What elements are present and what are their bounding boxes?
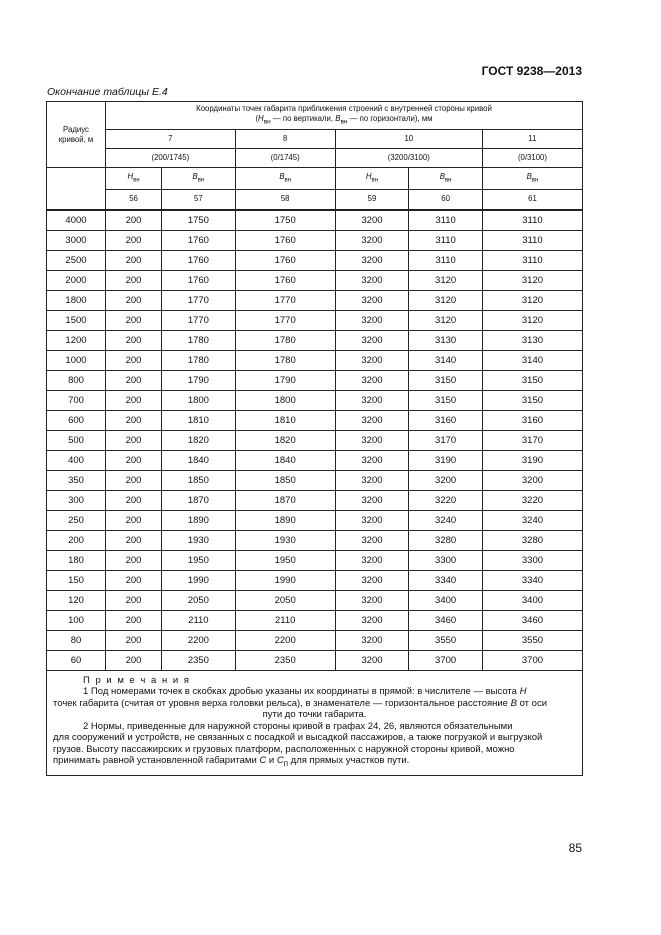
value-cell: 3130 <box>409 330 483 350</box>
value-cell: 1890 <box>235 510 335 530</box>
radius-cell: 4000 <box>47 210 106 231</box>
value-cell: 3340 <box>482 570 582 590</box>
value-cell: 1760 <box>235 250 335 270</box>
radius-cell: 100 <box>47 610 106 630</box>
value-cell: 3170 <box>482 430 582 450</box>
column-number: 57 <box>162 190 236 210</box>
value-cell: 3240 <box>482 510 582 530</box>
radius-cell: 350 <box>47 470 106 490</box>
value-cell: 3110 <box>482 210 582 231</box>
table-row <box>47 350 583 370</box>
note-2-line4: принимать равной установленной габаритами C и $C_п$ для прямых участков пути. <box>53 755 410 768</box>
value-cell: 1810 <box>235 410 335 430</box>
value-cell: 3150 <box>409 370 483 390</box>
radius-cell: 1000 <box>47 350 106 370</box>
value-cell: 3170 <box>409 430 483 450</box>
standard-header: ГОСТ 9238—2013 <box>481 64 582 78</box>
value-cell: 200 <box>106 250 162 270</box>
value-cell: 3200 <box>335 210 409 231</box>
value-cell: 3150 <box>482 390 582 410</box>
value-cell: 3200 <box>335 330 409 350</box>
value-cell: 200 <box>106 510 162 530</box>
table-row <box>47 270 583 290</box>
symbol-blank <box>47 168 106 190</box>
radius-cell: 150 <box>47 570 106 590</box>
value-cell: 3200 <box>335 350 409 370</box>
radius-header-line2: кривой, м <box>58 134 94 144</box>
point-coords-8: (0/1745) <box>235 149 335 168</box>
radius-cell: 700 <box>47 390 106 410</box>
value-cell: 3110 <box>482 250 582 270</box>
table-row <box>47 230 583 250</box>
value-cell: 3200 <box>335 630 409 650</box>
radius-header-line1: Радиус <box>63 124 89 134</box>
radius-header <box>47 102 106 168</box>
radius-cell: 180 <box>47 550 106 570</box>
value-cell: 1870 <box>162 490 236 510</box>
value-cell: 1850 <box>162 470 236 490</box>
value-cell: 3130 <box>482 330 582 350</box>
value-cell: 2350 <box>235 650 335 670</box>
table-row <box>47 490 583 510</box>
value-cell: 1780 <box>162 350 236 370</box>
value-cell: 3200 <box>335 550 409 570</box>
point-coords-7: (200/1745) <box>106 149 236 168</box>
value-cell: 200 <box>106 550 162 570</box>
table-row <box>47 570 583 590</box>
value-cell: 1760 <box>235 230 335 250</box>
column-number: 61 <box>482 190 582 210</box>
table-row <box>47 310 583 330</box>
column-number: 59 <box>335 190 409 210</box>
table-row <box>47 250 583 270</box>
value-cell: 3200 <box>335 510 409 530</box>
value-cell: 200 <box>106 430 162 450</box>
value-cell: 2200 <box>235 630 335 650</box>
colnum-blank <box>47 190 106 210</box>
value-cell: 3550 <box>482 630 582 650</box>
value-cell: 2050 <box>235 590 335 610</box>
radius-cell: 3000 <box>47 230 106 250</box>
value-cell: 3400 <box>482 590 582 610</box>
value-cell: 3460 <box>482 610 582 630</box>
value-cell: 3190 <box>482 450 582 470</box>
value-cell: 1760 <box>162 230 236 250</box>
value-cell: 1810 <box>162 410 236 430</box>
table-title-line1: Координаты точек габарита приближения строений с внутренней стороны кривой <box>196 103 492 113</box>
column-number: 56 <box>106 190 162 210</box>
symbol-col-61: $B_{вн}$ <box>482 168 582 190</box>
value-cell: 3190 <box>409 450 483 470</box>
value-cell: 2350 <box>162 650 236 670</box>
table-row <box>47 530 583 550</box>
table-row <box>47 550 583 570</box>
point-number-10: 10 <box>335 130 482 149</box>
value-cell: 1840 <box>162 450 236 470</box>
note-2-line3: грузов. Высоту пассажирских и грузовых платформ, расположенных с наружной стороны кривой, можно <box>53 743 515 755</box>
value-cell: 3200 <box>335 410 409 430</box>
table-row <box>47 650 583 670</box>
value-cell: 1770 <box>162 310 236 330</box>
point-number-7: 7 <box>106 130 236 149</box>
value-cell: 1950 <box>162 550 236 570</box>
radius-cell: 80 <box>47 630 106 650</box>
value-cell: 3200 <box>335 230 409 250</box>
value-cell: 3200 <box>335 250 409 270</box>
value-cell: 3120 <box>409 290 483 310</box>
value-cell: 1840 <box>235 450 335 470</box>
value-cell: 200 <box>106 570 162 590</box>
value-cell: 3160 <box>482 410 582 430</box>
value-cell: 2050 <box>162 590 236 610</box>
value-cell: 3120 <box>482 310 582 330</box>
value-cell: 1990 <box>162 570 236 590</box>
radius-cell: 1200 <box>47 330 106 350</box>
value-cell: 3200 <box>335 570 409 590</box>
value-cell: 3280 <box>409 530 483 550</box>
radius-cell: 2500 <box>47 250 106 270</box>
radius-cell: 300 <box>47 490 106 510</box>
value-cell: 200 <box>106 530 162 550</box>
value-cell: 1790 <box>235 370 335 390</box>
page-number: 85 <box>568 841 582 855</box>
value-cell: 1780 <box>235 350 335 370</box>
value-cell: 1930 <box>235 530 335 550</box>
value-cell: 1820 <box>235 430 335 450</box>
symbol-col-60: $B_{вн}$ <box>409 168 483 190</box>
note-2-line2: для сооружений и устройств, не связанных с посадкой и высадкой пассажиров, а также погрузкой и выгрузкой <box>53 732 543 743</box>
point-number-11: 11 <box>482 130 582 149</box>
table-row <box>47 210 583 231</box>
value-cell: 1850 <box>235 470 335 490</box>
symbol-col-59: $H_{вн}$ <box>335 168 409 190</box>
value-cell: 200 <box>106 630 162 650</box>
value-cell: 200 <box>106 590 162 610</box>
radius-cell: 2000 <box>47 270 106 290</box>
radius-cell: 400 <box>47 450 106 470</box>
value-cell: 200 <box>106 470 162 490</box>
value-cell: 3200 <box>409 470 483 490</box>
value-cell: 3160 <box>409 410 483 430</box>
value-cell: 200 <box>106 270 162 290</box>
point-number-8: 8 <box>235 130 335 149</box>
value-cell: 1760 <box>162 270 236 290</box>
radius-cell: 600 <box>47 410 106 430</box>
value-cell: 3110 <box>409 210 483 231</box>
value-cell: 3300 <box>482 550 582 570</box>
value-cell: 3200 <box>335 310 409 330</box>
table-body <box>47 210 583 671</box>
value-cell: 3550 <box>409 630 483 650</box>
value-cell: 200 <box>106 490 162 510</box>
value-cell: 3300 <box>409 550 483 570</box>
value-cell: 1770 <box>162 290 236 310</box>
radius-cell: 1800 <box>47 290 106 310</box>
point-coords-11: (0/3100) <box>482 149 582 168</box>
value-cell: 1770 <box>235 310 335 330</box>
value-cell: 200 <box>106 390 162 410</box>
value-cell: 3120 <box>409 310 483 330</box>
notes <box>47 670 583 776</box>
value-cell: 200 <box>106 370 162 390</box>
table-row <box>47 450 583 470</box>
value-cell: 200 <box>106 410 162 430</box>
value-cell: 3120 <box>482 270 582 290</box>
note-2: 2 Нормы, приведенные для наружной стороны кривой в графах 24, 26, являются обязательными <box>83 720 513 732</box>
value-cell: 1760 <box>235 270 335 290</box>
value-cell: 1750 <box>235 210 335 231</box>
value-cell: 3200 <box>335 450 409 470</box>
note-1: 1 Под номерами точек в скобках дробью указаны их координаты в прямой: в числителе — высота H <box>83 686 527 697</box>
symbol-col-56: $H_{вн}$ <box>106 168 162 190</box>
value-cell: 2110 <box>235 610 335 630</box>
value-cell: 3150 <box>409 390 483 410</box>
table-title-line2: ($H_{вн}$ — по вертикали, $B_{вн}$ — по горизонтали), мм <box>255 113 433 126</box>
table-row <box>47 590 583 610</box>
value-cell: 3220 <box>482 490 582 510</box>
table-row <box>47 610 583 630</box>
value-cell: 1800 <box>235 390 335 410</box>
table-row <box>47 510 583 530</box>
value-cell: 3280 <box>482 530 582 550</box>
value-cell: 3200 <box>335 270 409 290</box>
column-number: 58 <box>235 190 335 210</box>
value-cell: 3220 <box>409 490 483 510</box>
value-cell: 200 <box>106 210 162 231</box>
value-cell: 3200 <box>335 530 409 550</box>
value-cell: 1770 <box>235 290 335 310</box>
value-cell: 1890 <box>162 510 236 530</box>
table-row <box>47 390 583 410</box>
value-cell: 3200 <box>335 590 409 610</box>
symbol-col-58: $B_{вн}$ <box>235 168 335 190</box>
table-row <box>47 330 583 350</box>
table-row <box>47 290 583 310</box>
value-cell: 3200 <box>482 470 582 490</box>
value-cell: 1950 <box>235 550 335 570</box>
radius-cell: 250 <box>47 510 106 530</box>
value-cell: 2110 <box>162 610 236 630</box>
value-cell: 3200 <box>335 610 409 630</box>
value-cell: 1820 <box>162 430 236 450</box>
point-coords-10: (3200/3100) <box>335 149 482 168</box>
value-cell: 1760 <box>162 250 236 270</box>
value-cell: 200 <box>106 650 162 670</box>
value-cell: 3140 <box>482 350 582 370</box>
value-cell: 3200 <box>335 370 409 390</box>
value-cell: 1930 <box>162 530 236 550</box>
value-cell: 1790 <box>162 370 236 390</box>
radius-cell: 1500 <box>47 310 106 330</box>
note-1-end: пути до точки габарита. <box>262 709 367 720</box>
notes-title: П р и м е ч а н и я <box>83 674 191 686</box>
clearance-table <box>46 101 583 776</box>
value-cell: 3120 <box>482 290 582 310</box>
value-cell: 3120 <box>409 270 483 290</box>
value-cell: 1780 <box>162 330 236 350</box>
value-cell: 3700 <box>482 650 582 670</box>
value-cell: 200 <box>106 350 162 370</box>
table-row <box>47 410 583 430</box>
value-cell: 3150 <box>482 370 582 390</box>
radius-cell: 800 <box>47 370 106 390</box>
value-cell: 3240 <box>409 510 483 530</box>
table-row <box>47 370 583 390</box>
value-cell: 3200 <box>335 490 409 510</box>
radius-cell: 60 <box>47 650 106 670</box>
value-cell: 2200 <box>162 630 236 650</box>
value-cell: 200 <box>106 310 162 330</box>
radius-cell: 120 <box>47 590 106 610</box>
value-cell: 200 <box>106 330 162 350</box>
value-cell: 200 <box>106 610 162 630</box>
value-cell: 1800 <box>162 390 236 410</box>
value-cell: 1870 <box>235 490 335 510</box>
table-row <box>47 430 583 450</box>
value-cell: 3110 <box>409 250 483 270</box>
column-number: 60 <box>409 190 483 210</box>
value-cell: 3200 <box>335 390 409 410</box>
note-1-cont: точек габарита (считая от уровня верха головки рельса), в знаменателе — горизонтальное расстояние B от оси <box>53 697 547 709</box>
value-cell: 1990 <box>235 570 335 590</box>
value-cell: 200 <box>106 290 162 310</box>
radius-cell: 500 <box>47 430 106 450</box>
value-cell: 3460 <box>409 610 483 630</box>
value-cell: 3340 <box>409 570 483 590</box>
value-cell: 200 <box>106 450 162 470</box>
value-cell: 200 <box>106 230 162 250</box>
table-row <box>47 630 583 650</box>
value-cell: 3200 <box>335 650 409 670</box>
value-cell: 3140 <box>409 350 483 370</box>
value-cell: 3110 <box>409 230 483 250</box>
value-cell: 3110 <box>482 230 582 250</box>
value-cell: 3700 <box>409 650 483 670</box>
table-title <box>106 102 583 130</box>
value-cell: 3200 <box>335 470 409 490</box>
table-caption: Окончание таблицы Е.4 <box>47 86 168 98</box>
value-cell: 3200 <box>335 290 409 310</box>
value-cell: 1750 <box>162 210 236 231</box>
value-cell: 3400 <box>409 590 483 610</box>
symbol-col-57: $B_{вн}$ <box>162 168 236 190</box>
radius-cell: 200 <box>47 530 106 550</box>
table-row <box>47 470 583 490</box>
value-cell: 1780 <box>235 330 335 350</box>
value-cell: 3200 <box>335 430 409 450</box>
